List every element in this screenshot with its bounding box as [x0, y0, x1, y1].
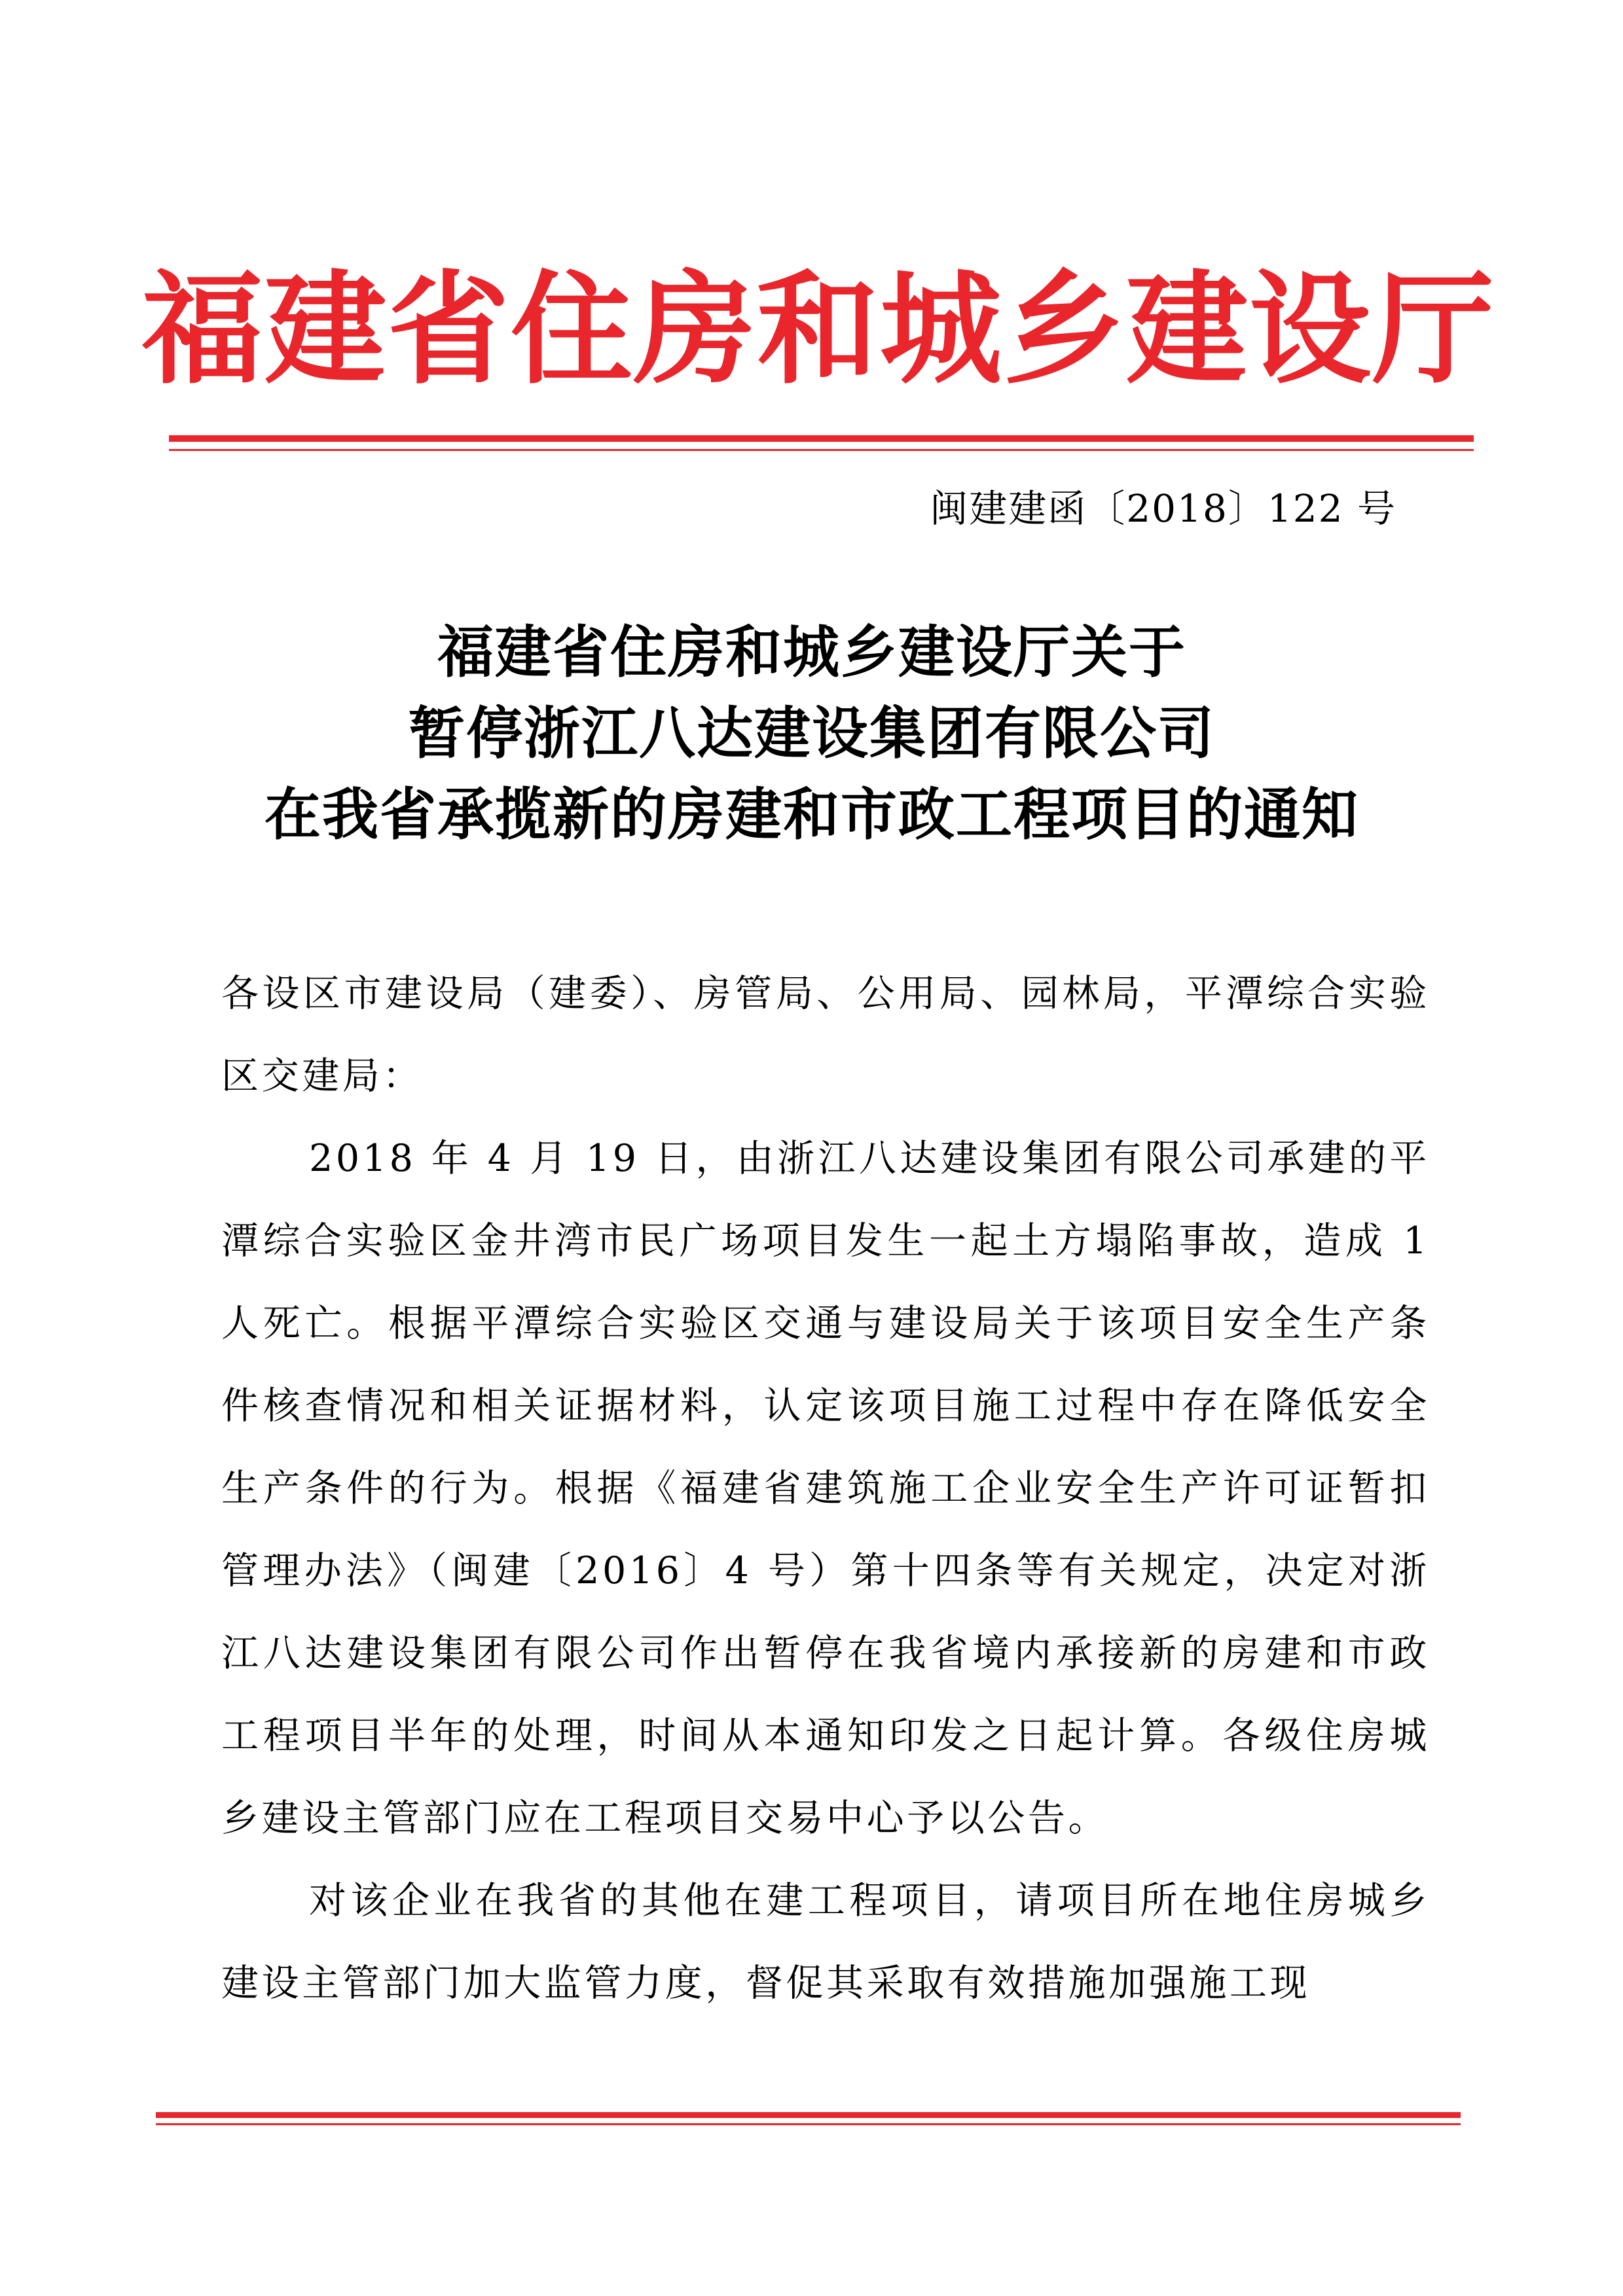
document-number: 闽建建函〔2018〕122 号	[930, 486, 1396, 531]
salutation: 各设区市建设局（建委）、房管局、公用局、园林局，平潭综合实验区交建局：	[221, 972, 1430, 1098]
body-paragraph: 对该企业在我省的其他在建工程项目，请项目所在地住房城乡建设主管部门加大监管力度，督促其采取有效措施加强施工现	[221, 1879, 1430, 2005]
document-body	[221, 952, 1430, 2024]
document-title	[157, 612, 1467, 855]
body-paragraph: 2018 年 4 月 19 日，由浙江八达建设集团有限公司承建的平潭综合实验区金井湾市民广场项目发生一起土方塌陷事故，造成 1 人死亡。根据平潭综合实验区交通与建设局关于该项目安全生产条件核查情况和相关证据材料，认定该项目施工过程中存在降低安全生产条件的行为。根据《福建省建筑施工企业安全生产许可证暂扣管理办法》（闽建〔2016〕4 号）第十四条等有关规定，决定对浙江八达建设集团有限公司作出暂停在我省境内承接新的房建和市政工程项目半年的处理，时间从本通知印发之日起计算。各级住房城乡建设主管部门应在工程项目交易中心予以公告。	[221, 1137, 1430, 1840]
footer-red-rule-thick	[156, 2112, 1461, 2118]
title-line-3: 在我省承揽新的房建和市政工程项目的通知	[264, 781, 1359, 848]
title-line-2: 暂停浙江八达建设集团有限公司	[409, 700, 1215, 766]
footer-red-rule-thin	[156, 2123, 1461, 2125]
title-line-1: 福建省住房和城乡建设厅关于	[437, 619, 1186, 685]
letterhead-red-rule-thin	[169, 449, 1474, 451]
letterhead-title: 福建省住房和城乡建设厅	[141, 258, 1496, 401]
letterhead-red-rule-thick	[169, 435, 1474, 442]
